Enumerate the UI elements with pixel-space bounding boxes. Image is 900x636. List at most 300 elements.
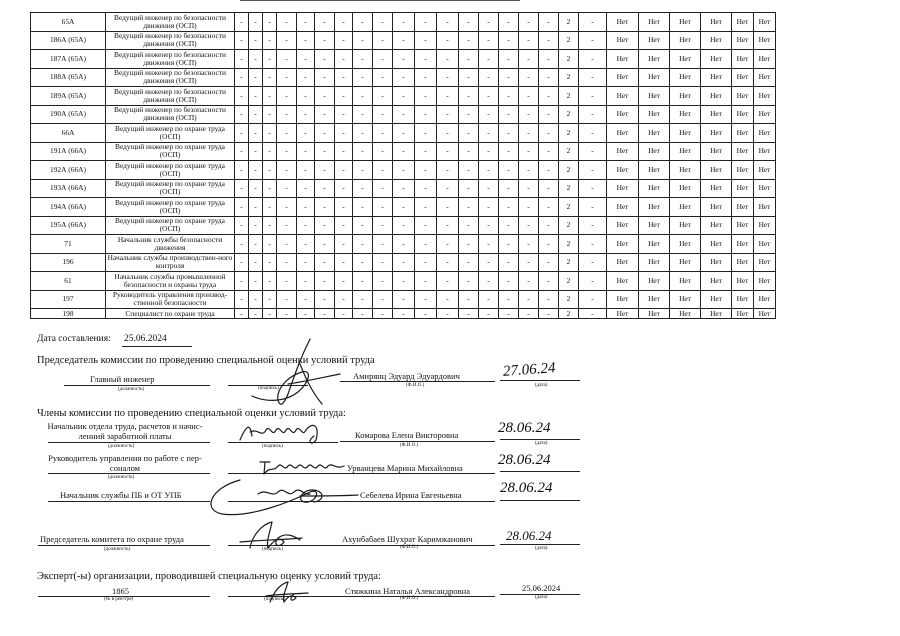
row-position: Ведущий инженер по охране труда (ОСП) — [106, 142, 235, 161]
cell-dash: - — [539, 31, 559, 50]
cell-dash: - — [353, 272, 373, 291]
expert-date: 25.06.2024 — [522, 583, 561, 593]
cell-dash: - — [579, 198, 607, 217]
row-position: Руководитель управления производ-ственной безопасности — [106, 290, 235, 309]
cell-dash: - — [393, 31, 415, 50]
cell-no: Нет — [754, 179, 776, 198]
cell-dash: - — [437, 124, 459, 143]
cell-dash: - — [459, 142, 479, 161]
member-2-name: Урванцева Марина Михайловна — [347, 463, 463, 473]
member-4-date: 28.06.24 — [506, 528, 552, 543]
cell-dash: - — [519, 179, 539, 198]
row-position: Ведущий инженер по безопасности движения (ОСП) — [106, 31, 235, 50]
cell-dash: - — [235, 161, 249, 180]
cell-no: Нет — [754, 290, 776, 309]
cell-dash: - — [353, 179, 373, 198]
cell-dash: - — [519, 161, 539, 180]
cell-dash: - — [519, 290, 539, 309]
row-code: 71 — [31, 235, 106, 254]
cell-no: Нет — [607, 105, 639, 124]
row-position: Ведущий инженер по безопасности движения (ОСП) — [106, 87, 235, 106]
cell-dash: - — [353, 235, 373, 254]
cell-no: Нет — [670, 198, 701, 217]
cell-dash: - — [499, 179, 519, 198]
cell-dash: - — [437, 68, 459, 87]
cell-no: Нет — [639, 216, 670, 235]
table-row — [31, 13, 776, 32]
cell-dash: - — [479, 124, 499, 143]
cell-dash: - — [479, 179, 499, 198]
cell-no: Нет — [754, 124, 776, 143]
cell-no: Нет — [732, 142, 754, 161]
cell-dash: - — [499, 161, 519, 180]
cell-dash: - — [415, 290, 437, 309]
cell-dash: - — [519, 31, 539, 50]
cell-dash: - — [479, 68, 499, 87]
cell-dash: - — [335, 31, 353, 50]
cell-dash: - — [519, 198, 539, 217]
cell-no: Нет — [639, 309, 670, 319]
cell-dash: - — [263, 50, 277, 69]
cell-no: Нет — [607, 161, 639, 180]
cell-dash: - — [415, 68, 437, 87]
cell-no: Нет — [670, 309, 701, 319]
cell-dash: - — [415, 50, 437, 69]
cell-dash: - — [249, 179, 263, 198]
cell-dash: - — [335, 198, 353, 217]
cell-dash: - — [437, 179, 459, 198]
cell-no: Нет — [607, 179, 639, 198]
cell-dash: - — [335, 290, 353, 309]
cell-dash: - — [335, 124, 353, 143]
cell-dash: - — [277, 290, 297, 309]
cell-dash: - — [373, 253, 393, 272]
cell-dash: - — [235, 31, 249, 50]
cell-dash: - — [335, 87, 353, 106]
cell-dash: - — [315, 272, 335, 291]
cell-class: 2 — [559, 142, 579, 161]
cell-dash: - — [499, 31, 519, 50]
cell-class: 2 — [559, 31, 579, 50]
cell-dash: - — [459, 179, 479, 198]
cell-dash: - — [579, 235, 607, 254]
cell-class: 2 — [559, 179, 579, 198]
cell-dash: - — [415, 235, 437, 254]
cell-dash: - — [297, 216, 315, 235]
row-code: 194А (66А) — [31, 198, 106, 217]
cell-no: Нет — [754, 309, 776, 319]
cell-no: Нет — [701, 235, 732, 254]
cell-no: Нет — [639, 87, 670, 106]
row-code: 197 — [31, 290, 106, 309]
cell-no: Нет — [754, 50, 776, 69]
cell-dash: - — [263, 87, 277, 106]
cell-dash: - — [335, 13, 353, 32]
cell-no: Нет — [670, 68, 701, 87]
cell-dash: - — [315, 235, 335, 254]
chair-position: Главный инженер — [90, 374, 155, 384]
cell-dash: - — [335, 179, 353, 198]
cell-dash: - — [315, 253, 335, 272]
cell-dash: - — [297, 272, 315, 291]
cell-dash: - — [415, 309, 437, 319]
cell-dash: - — [499, 124, 519, 143]
cell-dash: - — [479, 105, 499, 124]
cell-dash: - — [353, 253, 373, 272]
cell-dash: - — [415, 198, 437, 217]
cell-dash: - — [297, 309, 315, 319]
table-row — [31, 31, 776, 50]
cell-dash: - — [315, 216, 335, 235]
cell-no: Нет — [670, 31, 701, 50]
cell-dash: - — [373, 87, 393, 106]
cell-no: Нет — [732, 179, 754, 198]
cell-dash: - — [315, 309, 335, 319]
cell-no: Нет — [732, 124, 754, 143]
cell-no: Нет — [754, 31, 776, 50]
cell-dash: - — [479, 87, 499, 106]
cell-dash: - — [235, 235, 249, 254]
cell-no: Нет — [732, 87, 754, 106]
cell-dash: - — [373, 272, 393, 291]
member-3-name: Себелева Ирина Евгеньевна — [360, 490, 462, 500]
cell-dash: - — [235, 124, 249, 143]
cell-dash: - — [373, 105, 393, 124]
cell-dash: - — [297, 87, 315, 106]
cell-no: Нет — [607, 142, 639, 161]
cell-no: Нет — [754, 272, 776, 291]
cell-dash: - — [415, 105, 437, 124]
cell-dash: - — [235, 105, 249, 124]
cell-dash: - — [437, 31, 459, 50]
results-table — [30, 12, 776, 319]
cell-dash: - — [277, 216, 297, 235]
table-row — [31, 253, 776, 272]
cell-dash: - — [353, 87, 373, 106]
cell-dash: - — [539, 142, 559, 161]
cell-dash: - — [297, 179, 315, 198]
cell-no: Нет — [701, 179, 732, 198]
table-row — [31, 216, 776, 235]
cell-dash: - — [415, 142, 437, 161]
cell-dash: - — [249, 142, 263, 161]
cell-no: Нет — [701, 290, 732, 309]
table-row — [31, 87, 776, 106]
cell-no: Нет — [701, 142, 732, 161]
cell-dash: - — [459, 13, 479, 32]
cell-dash: - — [297, 161, 315, 180]
cell-dash: - — [315, 50, 335, 69]
cell-no: Нет — [701, 31, 732, 50]
cell-no: Нет — [701, 87, 732, 106]
cell-no: Нет — [670, 13, 701, 32]
cell-dash: - — [499, 272, 519, 291]
cell-dash: - — [539, 198, 559, 217]
cell-dash: - — [235, 179, 249, 198]
table-row — [31, 290, 776, 309]
date-value: 25.06.2024 — [124, 334, 167, 344]
cell-class: 2 — [559, 235, 579, 254]
cell-dash: - — [249, 161, 263, 180]
row-code: 192А (66А) — [31, 161, 106, 180]
cell-no: Нет — [607, 31, 639, 50]
cell-dash: - — [519, 253, 539, 272]
cell-dash: - — [353, 142, 373, 161]
row-position: Ведущий инженер по безопасности движения (ОСП) — [106, 13, 235, 32]
cell-dash: - — [373, 31, 393, 50]
cell-dash: - — [437, 253, 459, 272]
cell-dash: - — [315, 290, 335, 309]
cell-dash: - — [393, 235, 415, 254]
cell-dash: - — [263, 272, 277, 291]
cell-dash: - — [415, 161, 437, 180]
cell-dash: - — [277, 142, 297, 161]
cell-no: Нет — [607, 50, 639, 69]
cell-dash: - — [353, 31, 373, 50]
cell-no: Нет — [732, 198, 754, 217]
row-code: 191А (66А) — [31, 142, 106, 161]
cell-no: Нет — [701, 105, 732, 124]
cell-no: Нет — [639, 105, 670, 124]
cell-dash: - — [539, 13, 559, 32]
cell-dash: - — [315, 105, 335, 124]
row-position: Ведущий инженер по безопасности движения (ОСП) — [106, 105, 235, 124]
cell-dash: - — [437, 13, 459, 32]
cell-no: Нет — [754, 142, 776, 161]
chair-name: Амирянц Эдуард Эдуардович — [353, 371, 460, 381]
row-code: 188А (65А) — [31, 68, 106, 87]
cell-no: Нет — [670, 124, 701, 143]
table-row — [31, 309, 776, 319]
cell-class: 2 — [559, 309, 579, 319]
cell-dash: - — [249, 309, 263, 319]
cell-dash: - — [459, 290, 479, 309]
row-code: 186А (65А) — [31, 31, 106, 50]
cell-class: 2 — [559, 87, 579, 106]
cell-dash: - — [263, 290, 277, 309]
cell-no: Нет — [701, 272, 732, 291]
cell-dash: - — [263, 179, 277, 198]
cell-no: Нет — [607, 309, 639, 319]
cell-dash: - — [459, 161, 479, 180]
cell-no: Нет — [754, 198, 776, 217]
cell-dash: - — [353, 50, 373, 69]
cell-dash: - — [353, 309, 373, 319]
cell-dash: - — [315, 68, 335, 87]
cell-dash: - — [335, 50, 353, 69]
cell-dash: - — [539, 272, 559, 291]
row-code: 193А (66А) — [31, 179, 106, 198]
row-code: 189А (65А) — [31, 87, 106, 106]
cell-no: Нет — [754, 253, 776, 272]
cell-dash: - — [459, 68, 479, 87]
cell-no: Нет — [732, 272, 754, 291]
cell-dash: - — [499, 235, 519, 254]
chair-signature — [240, 334, 350, 414]
table-row — [31, 161, 776, 180]
cell-dash: - — [373, 179, 393, 198]
table-row — [31, 198, 776, 217]
cell-dash: - — [393, 309, 415, 319]
cell-dash: - — [335, 142, 353, 161]
cell-dash: - — [315, 179, 335, 198]
cell-no: Нет — [701, 50, 732, 69]
cell-dash: - — [393, 161, 415, 180]
cell-no: Нет — [607, 87, 639, 106]
cell-dash: - — [297, 142, 315, 161]
cell-no: Нет — [732, 235, 754, 254]
cell-dash: - — [335, 216, 353, 235]
cell-dash: - — [519, 235, 539, 254]
table-row — [31, 272, 776, 291]
cell-no: Нет — [670, 87, 701, 106]
cell-no: Нет — [639, 50, 670, 69]
cell-dash: - — [479, 290, 499, 309]
expert-signature — [262, 578, 312, 606]
cell-no: Нет — [670, 179, 701, 198]
cell-class: 2 — [559, 198, 579, 217]
cell-dash: - — [335, 309, 353, 319]
cell-dash: - — [479, 235, 499, 254]
cell-dash: - — [499, 87, 519, 106]
cell-dash: - — [539, 124, 559, 143]
row-position: Ведущий инженер по охране труда (ОСП) — [106, 198, 235, 217]
cell-no: Нет — [732, 253, 754, 272]
cell-dash: - — [297, 253, 315, 272]
cell-class: 2 — [559, 253, 579, 272]
cell-no: Нет — [639, 235, 670, 254]
cell-no: Нет — [701, 124, 732, 143]
cell-no: Нет — [701, 68, 732, 87]
member-4-position: Председатель комитета по охране труда — [40, 534, 184, 544]
cell-dash: - — [393, 68, 415, 87]
cell-no: Нет — [670, 142, 701, 161]
cell-dash: - — [459, 31, 479, 50]
member-3-signature — [200, 470, 360, 520]
cell-dash: - — [263, 13, 277, 32]
cell-dash: - — [373, 142, 393, 161]
cell-dash: - — [235, 216, 249, 235]
chair-heading: Председатель комиссии по проведению специальной оценки условий труда — [37, 355, 375, 366]
cell-dash: - — [249, 50, 263, 69]
cell-dash: - — [415, 31, 437, 50]
cell-dash: - — [499, 142, 519, 161]
cell-no: Нет — [701, 13, 732, 32]
cell-dash: - — [479, 216, 499, 235]
cell-dash: - — [297, 105, 315, 124]
cell-no: Нет — [607, 290, 639, 309]
cell-no: Нет — [607, 272, 639, 291]
cell-dash: - — [437, 235, 459, 254]
cell-dash: - — [479, 272, 499, 291]
row-position: Специалист по охране труда — [106, 309, 235, 319]
cell-dash: - — [297, 235, 315, 254]
cell-dash: - — [315, 31, 335, 50]
cell-dash: - — [263, 161, 277, 180]
cell-dash: - — [519, 87, 539, 106]
cell-dash: - — [393, 87, 415, 106]
member-4-name: Ахунбабаев Шухрат Каримжанович — [342, 534, 473, 544]
cell-dash: - — [353, 161, 373, 180]
cell-class: 2 — [559, 216, 579, 235]
cell-dash: - — [277, 198, 297, 217]
cell-dash: - — [479, 13, 499, 32]
member-1-signature — [236, 418, 336, 448]
cell-dash: - — [415, 179, 437, 198]
cell-no: Нет — [670, 216, 701, 235]
cell-dash: - — [263, 142, 277, 161]
cell-no: Нет — [639, 179, 670, 198]
member-2-date: 28.06.24 — [498, 452, 551, 468]
cell-dash: - — [353, 105, 373, 124]
cell-dash: - — [235, 272, 249, 291]
cell-dash: - — [393, 179, 415, 198]
cell-dash: - — [235, 50, 249, 69]
cell-dash: - — [499, 13, 519, 32]
cell-dash: - — [437, 272, 459, 291]
cell-dash: - — [393, 198, 415, 217]
cell-dash: - — [277, 179, 297, 198]
cell-no: Нет — [732, 216, 754, 235]
cell-dash: - — [539, 161, 559, 180]
cell-dash: - — [519, 216, 539, 235]
cell-dash: - — [373, 13, 393, 32]
row-code: 195А (66А) — [31, 216, 106, 235]
cell-dash: - — [579, 124, 607, 143]
cell-class: 2 — [559, 272, 579, 291]
cell-dash: - — [249, 272, 263, 291]
row-code: 66А — [31, 124, 106, 143]
row-code: 187А (65А) — [31, 50, 106, 69]
cell-dash: - — [263, 216, 277, 235]
cell-no: Нет — [607, 253, 639, 272]
member-1-position: Начальник отдела труда, расчетов и начис-ленний заработной платы — [47, 421, 203, 441]
members-heading: Члены комиссии по проведению специальной оценки условий труда: — [37, 408, 346, 419]
cell-no: Нет — [732, 68, 754, 87]
cell-no: Нет — [701, 309, 732, 319]
cell-dash: - — [479, 161, 499, 180]
cell-dash: - — [579, 68, 607, 87]
cell-no: Нет — [607, 235, 639, 254]
cell-no: Нет — [639, 290, 670, 309]
cell-dash: - — [235, 13, 249, 32]
cell-dash: - — [437, 87, 459, 106]
expert-number: 1865 — [112, 586, 129, 596]
cell-dash: - — [437, 161, 459, 180]
cell-class: 2 — [559, 68, 579, 87]
cell-dash: - — [393, 105, 415, 124]
cell-no: Нет — [639, 142, 670, 161]
cell-dash: - — [519, 50, 539, 69]
cell-dash: - — [335, 235, 353, 254]
cell-dash: - — [277, 105, 297, 124]
cell-no: Нет — [607, 198, 639, 217]
cell-dash: - — [373, 309, 393, 319]
row-position: Начальник службы промышленной безопасности и охраны труда — [106, 272, 235, 291]
cell-dash: - — [539, 253, 559, 272]
cell-class: 2 — [559, 105, 579, 124]
cell-dash: - — [249, 105, 263, 124]
cell-dash: - — [335, 253, 353, 272]
cell-dash: - — [277, 235, 297, 254]
cell-no: Нет — [607, 13, 639, 32]
table-row — [31, 105, 776, 124]
cell-dash: - — [263, 253, 277, 272]
cell-dash: - — [579, 13, 607, 32]
cell-class: 2 — [559, 50, 579, 69]
cell-dash: - — [373, 290, 393, 309]
cell-no: Нет — [670, 161, 701, 180]
